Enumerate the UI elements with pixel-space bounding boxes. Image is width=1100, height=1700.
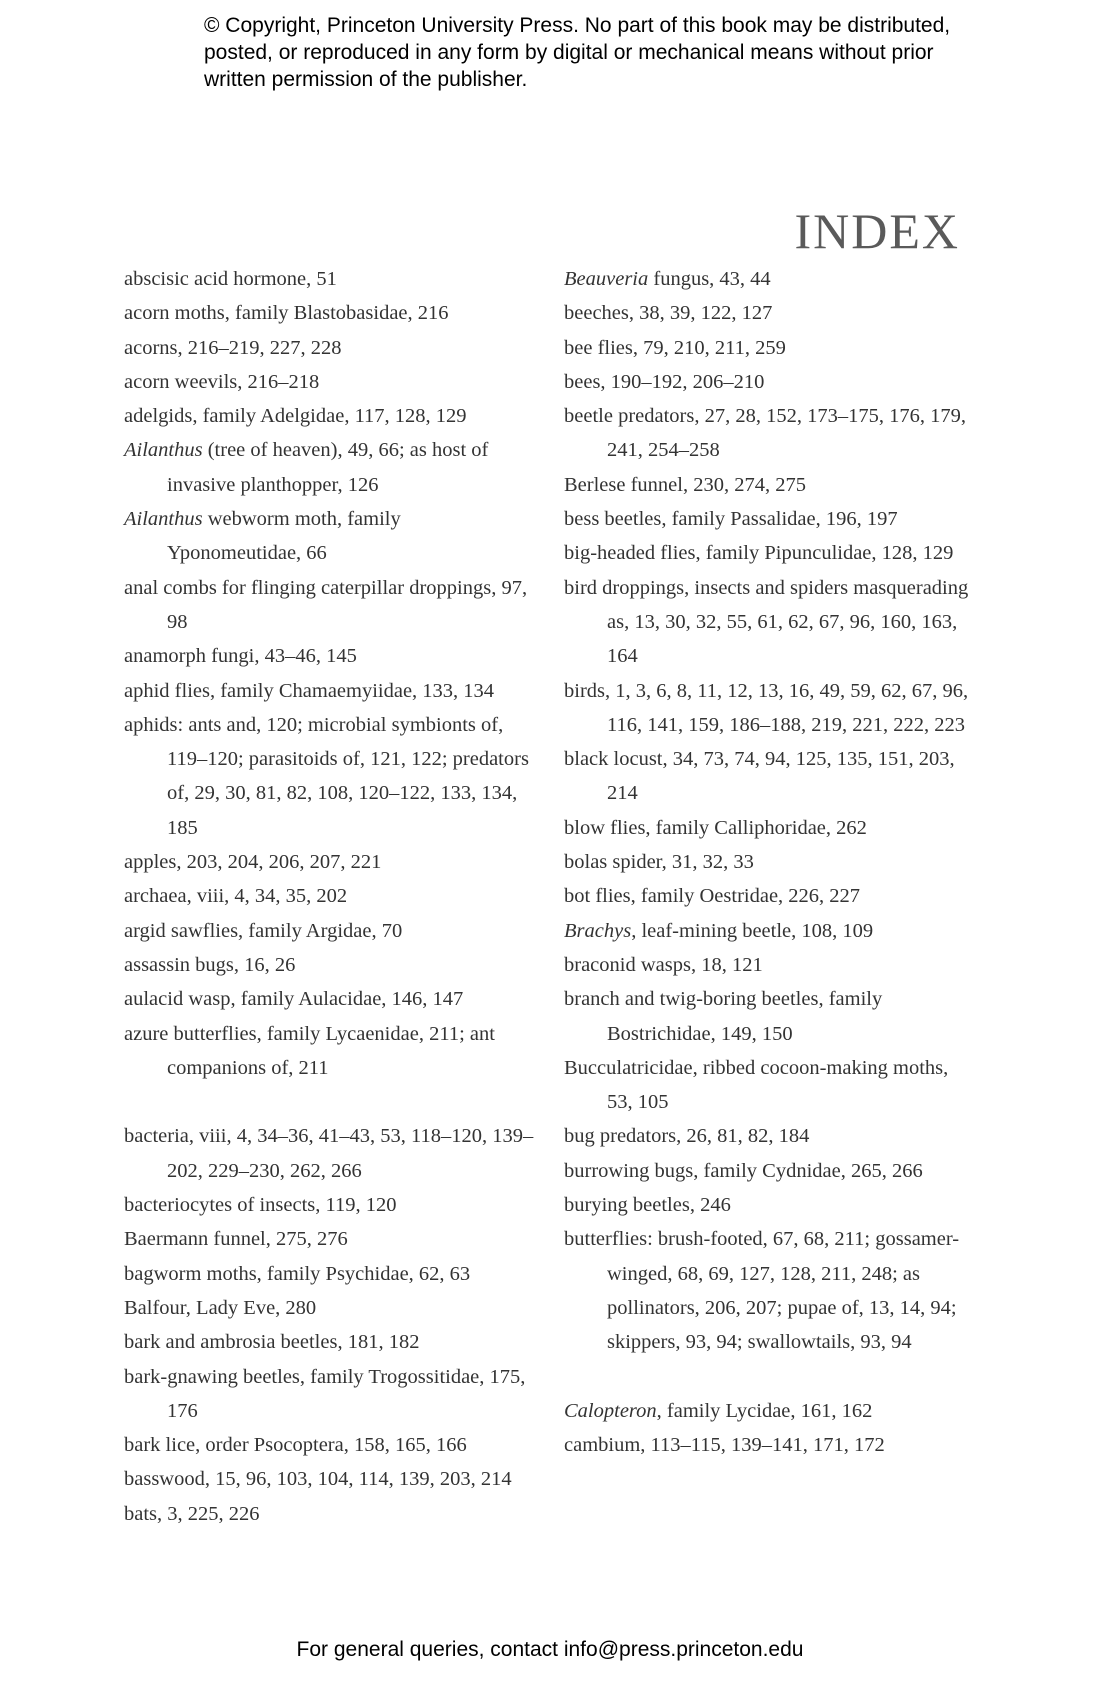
index-entry-text: black locust, 34, 73, 74, 94, 125, 135, 151, 203, 214: [564, 748, 955, 805]
index-entry-text: bagworm moths, family Psychidae, 62, 63: [124, 1262, 471, 1285]
index-entry: [124, 331, 534, 365]
index-entry-italic-term: Beauveria: [564, 268, 649, 290]
index-entry: [564, 1394, 974, 1428]
index-entry: [564, 1222, 974, 1359]
index-entry-text: bacteria, viii, 4, 34–36, 41–43, 53, 118–120, 139–202, 229–230, 262, 266: [124, 1125, 534, 1182]
index-entry-text: abscisic acid hormone, 51: [124, 268, 337, 290]
index-entry: [564, 296, 974, 330]
index-entry: [124, 1428, 534, 1462]
index-entry-text: bot flies, family Oestridae, 226, 227: [564, 885, 861, 908]
index-entry: [564, 914, 974, 948]
index-entry: [564, 1188, 974, 1222]
index-entry: [564, 742, 974, 811]
index-entry-text: azure butterflies, family Lycaenidae, 211; ant companions of, 211: [124, 1022, 495, 1079]
index-entry: [564, 982, 974, 1051]
index-entry-text: braconid wasps, 18, 121: [564, 953, 763, 976]
index-entry-text: cambium, 113–115, 139–141, 171, 172: [564, 1434, 885, 1457]
index-entry: [564, 811, 974, 845]
index-entry: [564, 468, 974, 502]
footer-contact: For general queries, contact info@press.princeton.edu: [296, 1638, 804, 1661]
index-entry-text: bird droppings, insects and spiders masquerading as, 13, 30, 32, 55, 61, 62, 67, 96, 160, 163, 164: [564, 576, 969, 668]
index-entry-italic-term: Ailanthus: [124, 508, 203, 531]
index-entry: [124, 1119, 534, 1188]
index-entry: [124, 674, 534, 708]
index-entry: [564, 571, 974, 674]
letter-group-gap: [564, 1360, 974, 1394]
index-entry-text: bark lice, order Psocoptera, 158, 165, 166: [124, 1434, 467, 1457]
index-entry-text: burrowing bugs, family Cydnidae, 265, 266: [564, 1159, 923, 1182]
index-entry: [124, 948, 534, 982]
index-entry-text: archaea, viii, 4, 34, 35, 202: [124, 885, 348, 908]
index-entry-text: beetle predators, 27, 28, 152, 173–175, 176, 179, 241, 254–258: [564, 405, 966, 462]
index-entry-text: , family Lycidae, 161, 162: [656, 1399, 873, 1422]
index-entry-text: anamorph fungi, 43–46, 145: [124, 645, 357, 668]
index-entry-text: aphid flies, family Chamaemyiidae, 133, 134: [124, 679, 495, 702]
index-entry-text: basswood, 15, 96, 103, 104, 114, 139, 203, 214: [124, 1468, 512, 1491]
index-entry: [124, 1360, 534, 1429]
index-entry-text: Baermann funnel, 275, 276: [124, 1228, 348, 1251]
index-entry: [564, 1051, 974, 1120]
index-entry: [124, 982, 534, 1016]
index-entry: [124, 1291, 534, 1325]
index-entry-text: fungus, 43, 44: [648, 268, 771, 290]
index-entry-text: apples, 203, 204, 206, 207, 221: [124, 851, 382, 874]
index-entry: [124, 296, 534, 330]
index-entry-text: assassin bugs, 16, 26: [124, 953, 296, 976]
index-entry-text: blow flies, family Calliphoridae, 262: [564, 816, 867, 839]
index-entry-text: bark-gnawing beetles, family Trogossitidae, 175, 176: [124, 1365, 526, 1422]
index-entry: [124, 708, 534, 845]
index-entry: [564, 879, 974, 913]
index-entry: [124, 1222, 534, 1256]
index-entry-text: Berlese funnel, 230, 274, 275: [564, 473, 806, 496]
index-entry-text: Bucculatricidae, ribbed cocoon-making moths, 53, 105: [564, 1056, 949, 1114]
index-entry-text: branch and twig-boring beetles, family Bostrichidae, 149, 150: [564, 988, 883, 1045]
index-entry: [124, 502, 534, 571]
index-entry-text: bark and ambrosia beetles, 181, 182: [124, 1331, 420, 1354]
index-column-right: [564, 262, 974, 1462]
index-entry-italic-term: Ailanthus: [124, 439, 203, 462]
index-entry: [124, 914, 534, 948]
index-entry-text: bug predators, 26, 81, 82, 184: [564, 1125, 810, 1148]
index-entry: [124, 571, 534, 640]
index-entry: [124, 639, 534, 673]
index-entry: [124, 879, 534, 913]
index-entry: [124, 365, 534, 399]
index-entry: [564, 1119, 974, 1153]
index-entry-text: (tree of heaven), 49, 66; as host of invasive planthopper, 126: [167, 439, 489, 496]
index-entry-text: burying beetles, 246: [564, 1194, 731, 1217]
index-entry: [564, 262, 974, 296]
index-entry: [124, 1188, 534, 1222]
index-entry-text: acorns, 216–219, 227, 228: [124, 336, 342, 359]
index-entry: [124, 1257, 534, 1291]
index-entry-italic-term: Brachys: [564, 919, 632, 942]
index-entry: [564, 536, 974, 570]
index-entry-text: butterflies: brush-footed, 67, 68, 211; gossamer-winged, 68, 69, 127, 128, 211, 248; as pollinators, 206, 207; pupae of, 13, 14, 94; skippers, 93, 94; swallowtails, 93, 94: [564, 1228, 960, 1354]
index-entry-text: adelgids, family Adelgidae, 117, 128, 129: [124, 405, 467, 428]
index-entry: [124, 433, 534, 502]
index-entry-text: beeches, 38, 39, 122, 127: [564, 302, 773, 325]
index-entry: [564, 365, 974, 399]
index-entry: [564, 674, 974, 743]
index-entry: [124, 845, 534, 879]
index-entry-text: birds, 1, 3, 6, 8, 11, 12, 13, 16, 49, 59, 62, 67, 96, 116, 141, 159, 186–188, 219, 221, 222, 223: [564, 679, 969, 736]
index-entry-text: Balfour, Lady Eve, 280: [124, 1296, 317, 1319]
index-entry-text: bee flies, 79, 210, 211, 259: [564, 336, 786, 359]
index-entry: [564, 331, 974, 365]
index-entry: [124, 1325, 534, 1359]
index-entry-text: bees, 190–192, 206–210: [564, 370, 765, 393]
copyright-notice: © Copyright, Princeton University Press. No part of this book may be distributed, posted, or reproduced in any form by digital or mechanical means without prior written permission of the publisher.: [204, 14, 951, 91]
index-entry: [564, 502, 974, 536]
index-entry-text: big-headed flies, family Pipunculidae, 128, 129: [564, 542, 954, 565]
index-entry-italic-term: Calopteron: [564, 1399, 657, 1422]
index-entry-text: aulacid wasp, family Aulacidae, 146, 147: [124, 988, 464, 1011]
index-entry: [124, 399, 534, 433]
index-entry: [124, 262, 534, 296]
index-entry-text: webworm moth, family Yponomeutidae, 66: [167, 508, 401, 565]
index-entry: [564, 845, 974, 879]
index-entry: [124, 1017, 534, 1086]
index-entry: [564, 1154, 974, 1188]
index-entry-text: argid sawflies, family Argidae, 70: [124, 919, 403, 942]
index-entry-text: anal combs for flinging caterpillar droppings, 97, 98: [124, 576, 528, 633]
index-entry-text: bacteriocytes of insects, 119, 120: [124, 1194, 397, 1217]
index-entry: [564, 399, 974, 468]
index-entry: [124, 1462, 534, 1496]
index-column-left: [124, 262, 534, 1531]
index-entry-text: , leaf-mining beetle, 108, 109: [631, 919, 874, 942]
index-entry-text: acorn weevils, 216–218: [124, 370, 320, 393]
letter-group-gap: [124, 1085, 534, 1119]
index-entry: [564, 948, 974, 982]
index-entry: [564, 1428, 974, 1462]
index-entry-text: bolas spider, 31, 32, 33: [564, 851, 754, 874]
index-entry: [124, 1497, 534, 1531]
index-entry-text: bats, 3, 225, 226: [124, 1502, 260, 1525]
index-entry-text: aphids: ants and, 120; microbial symbionts of, 119–120; parasitoids of, 121, 122; predators of, 29, 30, 81, 82, 108, 120–122, 133, 134, 185: [124, 713, 529, 839]
index-entry-text: acorn moths, family Blastobasidae, 216: [124, 302, 449, 325]
index-entry-text: bess beetles, family Passalidae, 196, 197: [564, 508, 898, 531]
index-title: INDEX: [794, 202, 960, 259]
